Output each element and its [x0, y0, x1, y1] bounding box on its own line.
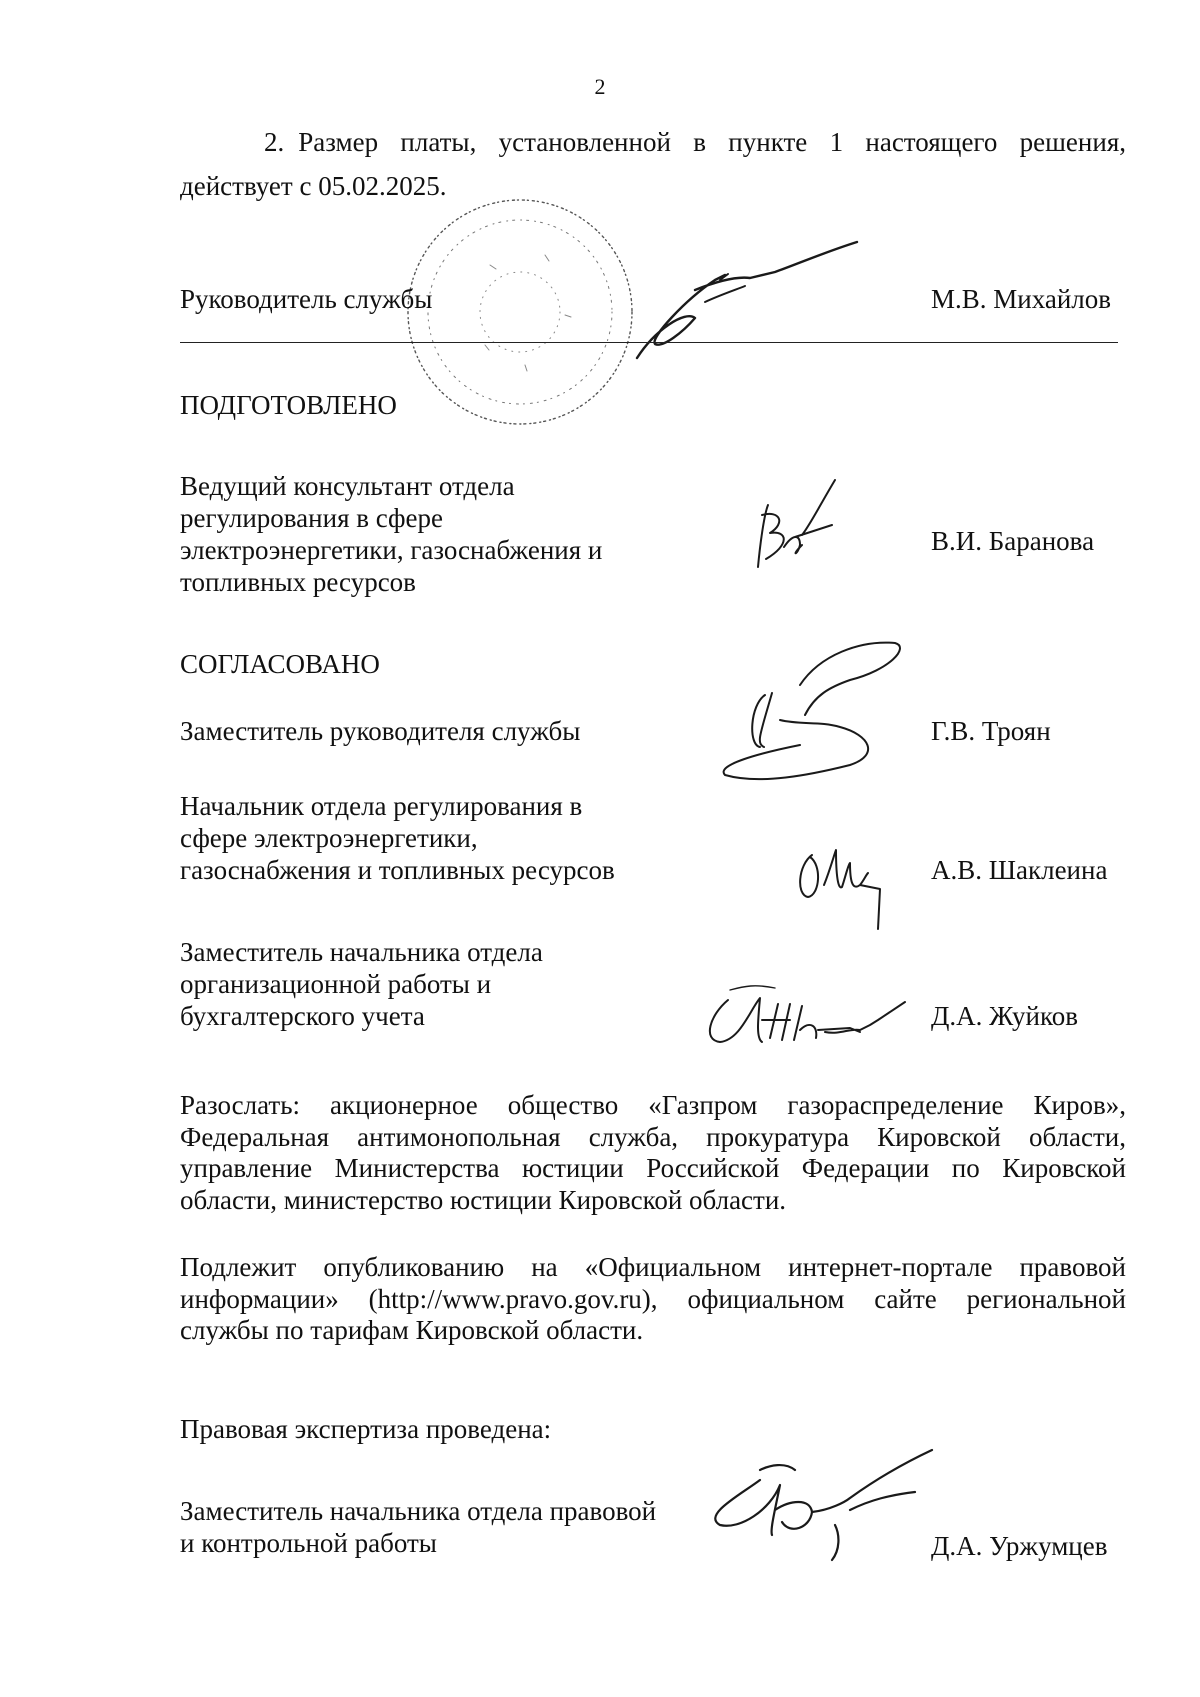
- publication-line: информации» (http://www.pravo.gov.ru), официальном сайте региональной: [180, 1283, 1126, 1314]
- prepared-position-line: топливных ресурсов: [180, 567, 416, 597]
- clause-number: 2.: [264, 127, 285, 157]
- head-position: Руководитель службы: [180, 284, 433, 314]
- publication-line: службы по тарифам Кировской области.: [180, 1315, 644, 1345]
- signer-3-position-line: бухгалтерского учета: [180, 1001, 425, 1031]
- clause-line-1: [180, 120, 1126, 164]
- publication-paragraph: [180, 1252, 1126, 1347]
- prepared-position-line: электроэнергетики, газоснабжения и: [180, 535, 603, 565]
- prepared-signature: [740, 475, 850, 585]
- signer-2-position: [180, 790, 615, 886]
- distribution-line: Федеральная антимонопольная служба, прокуратура Кировской области,: [180, 1121, 1126, 1152]
- distribution-paragraph: [180, 1090, 1126, 1216]
- official-stamp-seal: [395, 195, 645, 435]
- signer-2-position-line: Начальник отдела регулирования в: [180, 791, 583, 821]
- signer-3-position: [180, 936, 543, 1032]
- distribution-line: области, министерство юстиции Кировской области.: [180, 1184, 787, 1215]
- page-number: 2: [594, 74, 606, 99]
- signer-1-signature: [720, 635, 920, 795]
- legal-review-position: [180, 1495, 656, 1559]
- clause-text-line-2: действует с 05.02.2025.: [180, 171, 447, 201]
- agreed-heading: СОГЛАСОВАНО: [180, 649, 380, 679]
- signer-2-name: А.В. Шаклеина: [931, 855, 1108, 885]
- prepared-position-line: регулирования в сфере: [180, 503, 444, 533]
- legal-review-signature: [700, 1440, 970, 1570]
- clause-text-line-1: Размер платы, установленной в пункте 1 настоящего решения,: [298, 127, 1126, 157]
- legal-review-name: Д.А. Уржумцев: [931, 1531, 1108, 1561]
- signer-3-signature: [700, 980, 930, 1055]
- distribution-line: управление Министерства юстиции Российской Федерации по Кировской: [180, 1153, 1126, 1183]
- clause-2: [180, 120, 1126, 208]
- divider-line: [180, 342, 1118, 343]
- prepared-position-line: Ведущий консультант отдела: [180, 471, 515, 501]
- signer-3-position-line: Заместитель начальника отдела: [180, 937, 543, 967]
- signer-3-name: Д.А. Жуйков: [931, 1001, 1078, 1031]
- head-signature: [625, 240, 865, 370]
- prepared-name: В.И. Баранова: [931, 526, 1095, 556]
- signer-1-name: Г.В. Троян: [931, 716, 1051, 746]
- distribution-line: Разослать: акционерное общество «Газпром газораспределение Киров»,: [180, 1090, 1126, 1120]
- signer-2-position-line: газоснабжения и топливных ресурсов: [180, 855, 615, 885]
- legal-review-position-line: и контрольной работы: [180, 1528, 437, 1558]
- legal-review-position-line: Заместитель начальника отдела правовой: [180, 1496, 657, 1526]
- prepared-heading: ПОДГОТОВЛЕНО: [180, 390, 397, 420]
- signer-1-position: Заместитель руководителя службы: [180, 716, 581, 746]
- publication-line: Подлежит опубликованию на «Официальном интернет-портале правовой: [180, 1252, 1126, 1282]
- signer-3-position-line: организационной работы и: [180, 969, 492, 999]
- signer-2-position-line: сфере электроэнергетики,: [180, 823, 478, 853]
- head-name: М.В. Михайлов: [931, 284, 1112, 314]
- prepared-position: [180, 470, 602, 598]
- legal-review-heading: Правовая экспертиза проведена:: [180, 1414, 552, 1444]
- signer-2-signature: [790, 835, 900, 935]
